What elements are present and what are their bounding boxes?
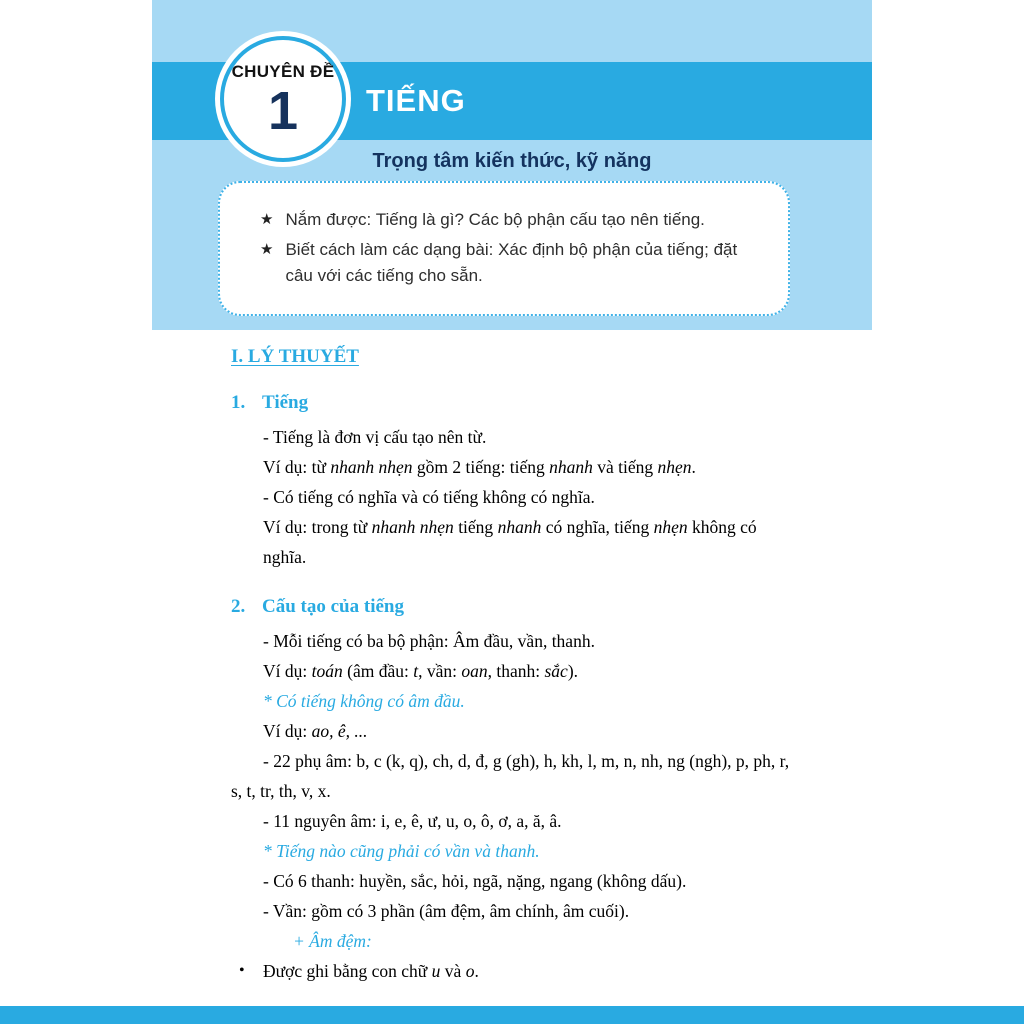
text-segment: , vần: <box>418 661 462 681</box>
text-segment: Ví dụ: trong từ <box>263 517 372 537</box>
text-segment: (âm đầu: <box>342 661 414 681</box>
star-icon: ★ <box>260 241 274 258</box>
text-segment: nhanh <box>549 457 593 477</box>
content-blocks <box>231 392 797 986</box>
text-segment: * Có tiếng không có âm đầu. <box>263 691 465 711</box>
block-title: Cấu tạo của tiếng <box>262 596 404 617</box>
focus-box <box>218 181 790 316</box>
text-segment: - Có 6 thanh: huyền, sắc, hỏi, ngã, nặng, ngang (không dấu). <box>263 871 687 891</box>
text-segment: nhanh <box>497 517 542 537</box>
text-line <box>231 656 797 686</box>
text-segment: gồm 2 tiếng: tiếng <box>412 457 550 477</box>
footer-bar <box>0 1006 1024 1024</box>
text-segment: ). <box>567 661 579 681</box>
text-segment: , thanh: <box>487 661 545 681</box>
text-line <box>231 512 797 572</box>
text-segment: o <box>465 961 475 981</box>
star-icon: ★ <box>260 211 274 228</box>
text-line <box>231 866 797 896</box>
text-segment: toán <box>311 661 343 681</box>
text-segment: sắc <box>544 661 568 681</box>
focus-bullet <box>260 237 754 289</box>
text-segment: nhẹn <box>653 517 688 537</box>
text-line <box>231 452 797 482</box>
focus-bullet-text: Biết cách làm các dạng bài: Xác định bộ phận của tiếng; đặt câu với các tiếng cho sẵn. <box>285 240 738 285</box>
text-segment: có nghĩa, tiếng <box>541 517 654 537</box>
text-segment: không có nghĩa. <box>263 517 757 567</box>
section-title: I. LÝ THUYẾT <box>231 346 359 367</box>
chapter-badge-number: 1 <box>267 81 299 141</box>
chapter-badge <box>220 36 346 162</box>
block-number: 2. <box>231 596 246 617</box>
bullet-dot-icon: • <box>239 962 245 979</box>
text-segment: . <box>474 961 479 981</box>
text-segment: Ví dụ: <box>263 661 312 681</box>
text-line <box>231 926 797 956</box>
text-segment: - 22 phụ âm: b, c (k, q), ch, d, đ, g (gh), h, kh, l, m, n, nh, ng (ngh), p, ph, r, s, t, tr, th, v, x. <box>231 751 790 801</box>
text-line <box>231 956 797 986</box>
text-segment: nhẹn <box>657 457 692 477</box>
chapter-badge-label: CHUYÊN ĐỀ <box>231 62 335 81</box>
focus-bullet-text: Nắm được: Tiếng là gì? Các bộ phận cấu tạo nên tiếng. <box>285 210 705 229</box>
text-segment: - 11 nguyên âm: i, e, ê, ư, u, o, ô, ơ, a, ă, â. <box>263 811 562 831</box>
text-segment: + Âm đệm: <box>293 931 372 951</box>
text-segment: Được ghi bằng con chữ <box>263 961 432 981</box>
text-segment: oan <box>461 661 488 681</box>
text-segment: u <box>431 961 441 981</box>
text-line <box>231 896 797 926</box>
text-segment: * Tiếng nào cũng phải có vần và thanh. <box>263 841 540 861</box>
text-line <box>231 806 797 836</box>
text-line <box>231 422 797 452</box>
text-line <box>231 482 797 512</box>
text-segment: - Tiếng là đơn vị cấu tạo nên từ. <box>263 427 487 447</box>
text-segment: . <box>691 457 696 477</box>
text-segment: tiếng <box>453 517 498 537</box>
chapter-title: TIẾNG <box>366 83 466 118</box>
text-segment: Ví dụ: <box>263 721 312 741</box>
text-segment: nhanh nhẹn <box>330 457 413 477</box>
text-segment: - Vần: gồm có 3 phần (âm đệm, âm chính, âm cuối). <box>263 901 630 921</box>
text-line <box>231 746 797 806</box>
text-segment: Ví dụ: từ <box>263 457 331 477</box>
section-subtitle: Trọng tâm kiến thức, kỹ năng <box>372 150 652 172</box>
block-number: 1. <box>231 392 246 413</box>
text-segment: - Có tiếng có nghĩa và có tiếng không có nghĩa. <box>263 487 595 507</box>
page-body <box>231 346 797 986</box>
text-segment: và <box>440 961 466 981</box>
text-line <box>231 626 797 656</box>
text-line <box>231 686 797 716</box>
text-segment: và tiếng <box>592 457 658 477</box>
text-segment: t <box>413 661 419 681</box>
text-line <box>231 836 797 866</box>
text-segment: ao, ê, ... <box>311 721 368 741</box>
block-title: Tiếng <box>262 392 309 413</box>
text-segment: nhanh nhẹn <box>371 517 454 537</box>
text-line <box>231 716 797 746</box>
header-panel <box>152 0 872 330</box>
block-heading <box>231 596 797 618</box>
block-heading <box>231 392 797 414</box>
focus-bullet <box>260 207 754 233</box>
text-segment: - Mỗi tiếng có ba bộ phận: Âm đầu, vần, thanh. <box>263 631 595 651</box>
